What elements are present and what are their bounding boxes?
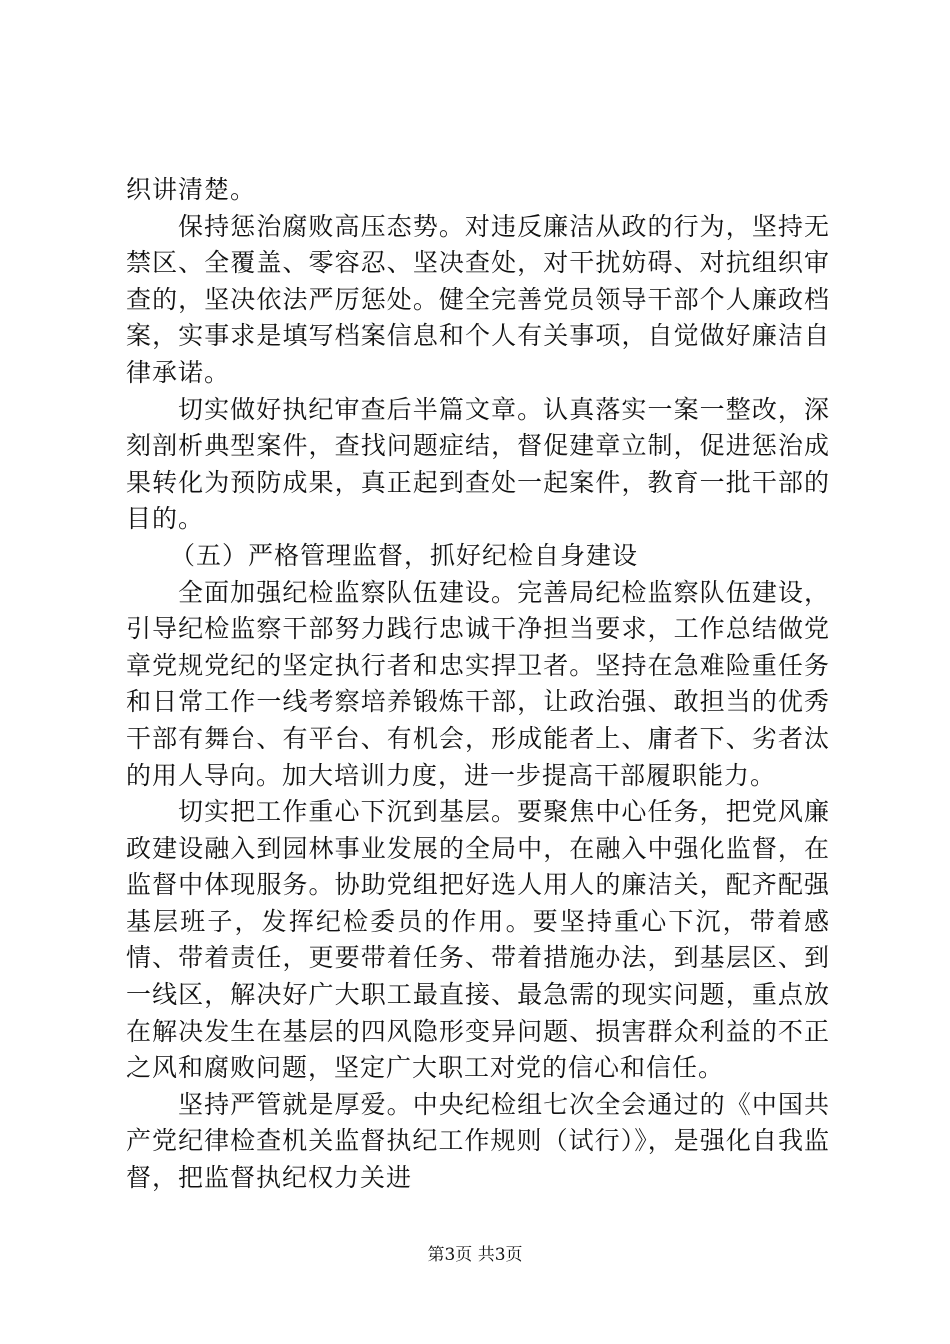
paragraph-strict-management: 坚持严管就是厚爱。中央纪检组七次全会通过的《中国共产党纪律检查机关监督执纪工作规则（试行）》，是强化自我监督，把监督执纪权力关进: [126, 1089, 830, 1193]
paragraph-continuation: 织讲清楚。: [126, 175, 257, 204]
paragraph-grassroots-focus: 切实把工作重心下沉到基层。要聚焦中心任务，把党风廉政建设融入到园林事业发展的全局中，在融入中强化监督，在监督中体现服务。协助党组把好选人用人的廉洁关，配齐配强基层班子，发挥纪检委员的作用。要坚持重心下沉，带着感情、带着责任，更要带着任务、带着措施办法，到基层区、到一线区，解决好广大职工最直接、最急需的现实问题，重点放在解决发生在基层的四风隐形变异问题、损害群众利益的不正之风和腐败问题，坚定广大职工对党的信心和信任。: [126, 797, 830, 1083]
paragraph-punish-corruption: 保持惩治腐败高压态势。对违反廉洁从政的行为，坚持无禁区、全覆盖、零容忍、坚决查处，对干扰妨碍、对抗组织审查的，坚决依法严厉惩处。健全完善党员领导干部个人廉政档案，实事求是填写档案信息和个人有关事项，自觉做好廉洁自律承诺。: [126, 211, 830, 387]
paragraph-team-building: 全面加强纪检监察队伍建设。完善局纪检监察队伍建设，引导纪检监察干部努力践行忠诚干净担当要求，工作总结做党章党规党纪的坚定执行者和忠实捍卫者。坚持在急难险重任务和日常工作一线考察培养锻炼干部，让政治强、敢担当的优秀干部有舞台、有平台、有机会，形成能者上、庸者下、劣者汰的用人导向。加大培训力度，进一步提高干部履职能力。: [126, 577, 830, 790]
section-heading-five: （五）严格管理监督，抓好纪检自身建设: [170, 540, 639, 570]
page-footer: 第3页 共3页: [427, 1245, 523, 1265]
paragraph-case-follow-up: 切实做好执纪审查后半篇文章。认真落实一案一整改，深刻剖析典型案件，查找问题症结，督促建章立制，促进惩治成果转化为预防成果，真正起到查处一起案件，教育一批干部的目的。: [126, 394, 830, 534]
document-body: [126, 172, 830, 1197]
